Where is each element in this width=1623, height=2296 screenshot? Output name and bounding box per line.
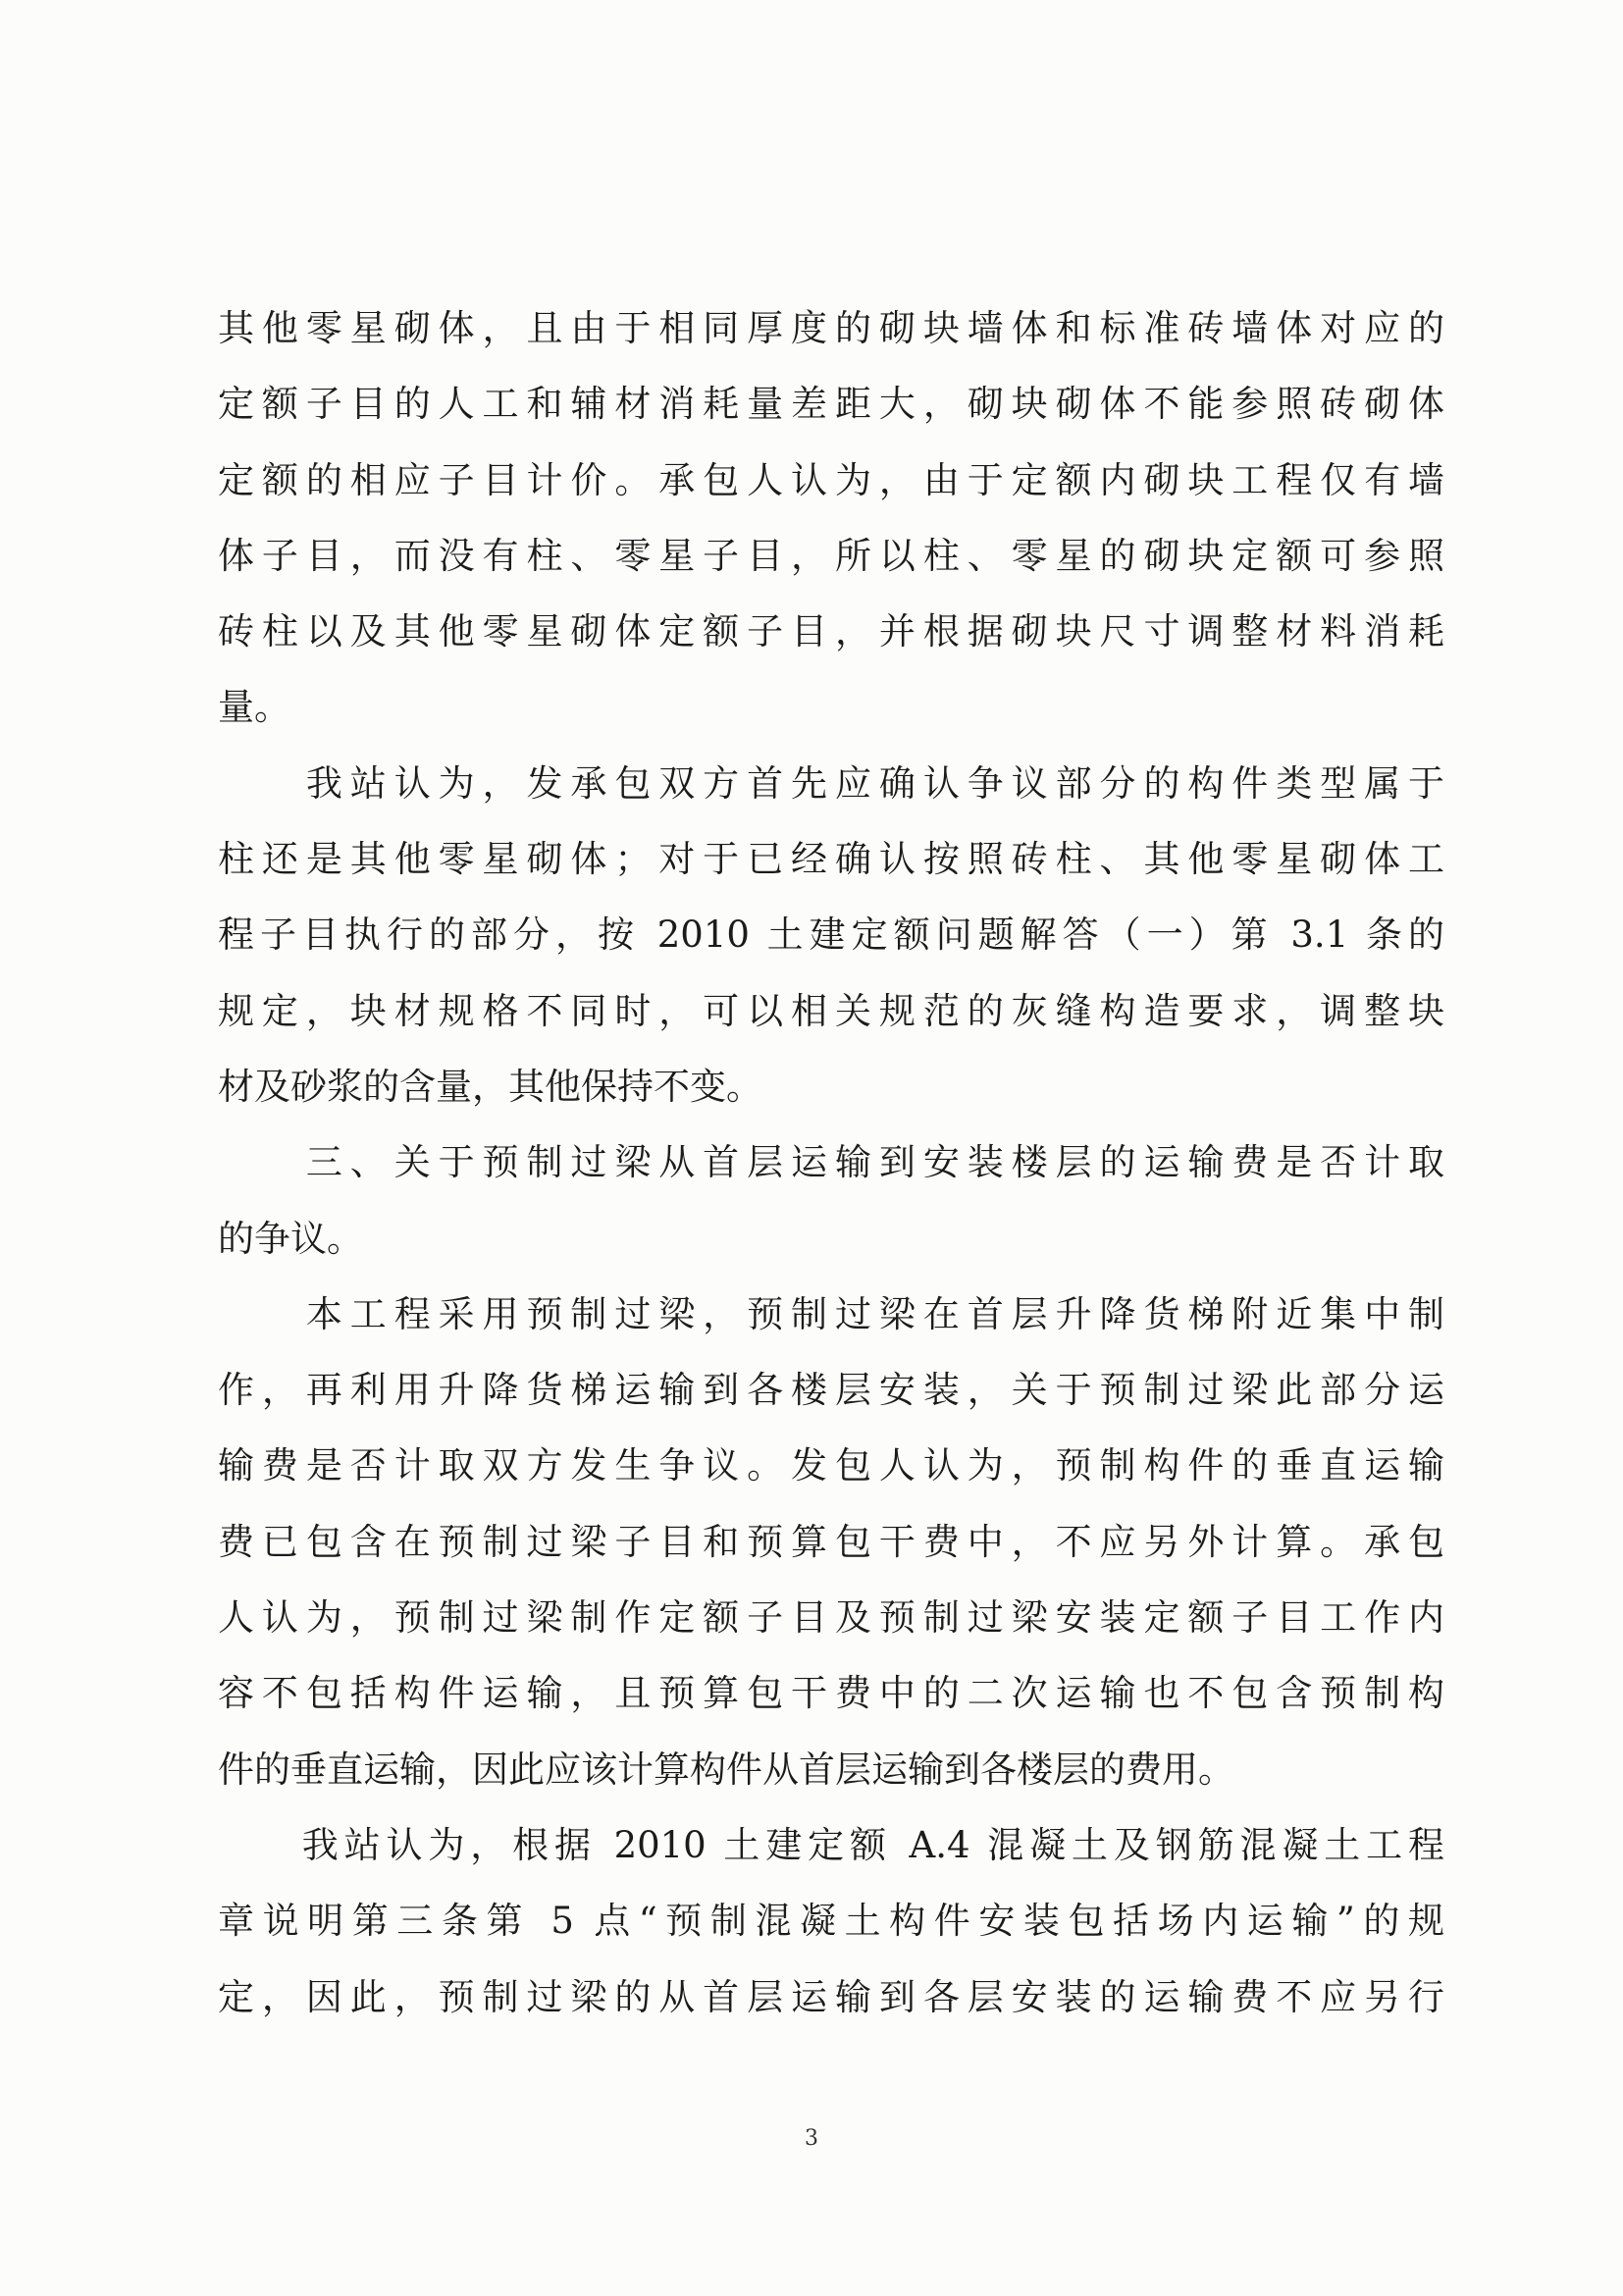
text-line: 费已包含在预制过梁子目和预算包干费中，不应另外计算。承包 [218, 1520, 1444, 1563]
text-line: 其他零星砌体，且由于相同厚度的砌块墙体和标准砖墙体对应的 [218, 307, 1444, 349]
text-line: 的争议。 [218, 1217, 363, 1260]
text-line: 规定，块材规格不同时，可以相关规范的灰缝构造要求，调整块 [218, 989, 1444, 1032]
text-line: 我站认为，根据 2010 土建定额 A.4 混凝土及钢筋混凝土工程 [218, 1823, 1444, 1866]
text-line: 三、关于预制过梁从首层运输到安装楼层的运输费是否计取 [218, 1141, 1444, 1184]
text-line: 人认为，预制过梁制作定额子目及预制过梁安装定额子目工作内 [218, 1596, 1444, 1640]
text-line: 章说明第三条第 5 点“预制混凝土构件安装包括场内运输”的规 [218, 1900, 1444, 1943]
text-line: 材及砂浆的含量，其他保持不变。 [218, 1065, 762, 1108]
text-line: 体子目，而没有柱、零星子目，所以柱、零星的砌块定额可参照 [218, 534, 1444, 577]
text-line: 砖柱以及其他零星砌体定额子目，并根据砌块尺寸调整材料消耗 [218, 610, 1444, 653]
text-line: 容不包括构件运输，且预算包干费中的二次运输也不包含预制构 [218, 1672, 1444, 1715]
text-line: 我站认为，发承包双方首先应确认争议部分的构件类型属于 [218, 761, 1444, 805]
text-line: 本工程采用预制过梁，预制过梁在首层升降货梯附近集中制 [218, 1292, 1444, 1335]
text-line: 作，再利用升降货梯运输到各楼层安装，关于预制过梁此部分运 [218, 1369, 1444, 1412]
page-number: 3 [805, 2126, 818, 2151]
text-line: 定，因此，预制过梁的从首层运输到各层安装的运输费不应另行 [218, 1975, 1444, 2018]
text-line: 件的垂直运输，因此应该计算构件从首层运输到各楼层的费用。 [218, 1748, 1234, 1791]
text-line: 柱还是其他零星砌体；对于已经确认按照砖柱、其他零星砌体工 [218, 838, 1444, 881]
text-line: 定额的相应子目计价。承包人认为，由于定额内砌块工程仅有墙 [218, 458, 1444, 501]
text-line: 定额子目的人工和辅材消耗量差距大，砌块砌体不能参照砖砌体 [218, 383, 1444, 426]
text-line: 输费是否计取双方发生争议。发包人认为，预制构件的垂直运输 [218, 1444, 1444, 1487]
text-line: 程子目执行的部分，按 2010 土建定额问题解答（一）第 3.1 条的 [218, 913, 1444, 957]
text-line: 量。 [218, 686, 290, 729]
body-text [218, 290, 1444, 2035]
